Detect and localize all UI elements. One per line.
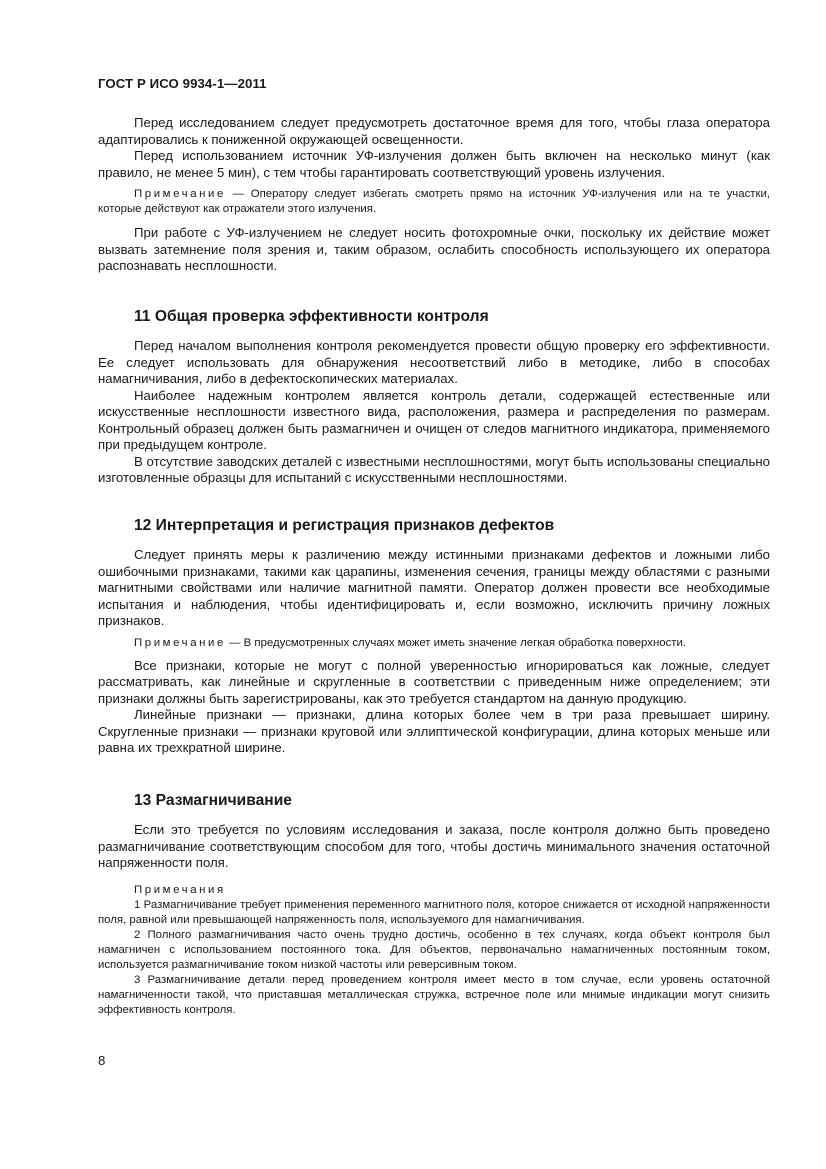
note-label: Примечание xyxy=(134,188,226,200)
note-item: 2 Полного размагничивания часто очень трудно достичь, особенно в тех случаях, когда объект контроля был намагничен с использованием постоянного тока. Для объектов, первоначально намагниченных постоянным током, используется размагничивание током низкой частоты или реверсивным током. xyxy=(98,928,770,971)
note-item: 1 Размагничивание требует применения переменного магнитного поля, которое снижается от исходной напряженности поля, равной или превышающей напряженность поля, используемого для намагничивания. xyxy=(98,898,770,926)
section-title: 11 Общая проверка эффективности контроля xyxy=(134,308,489,325)
note-label: Примечание xyxy=(134,636,226,649)
notes-title: Примечания xyxy=(134,883,226,896)
note-text: — Оператору следует избегать смотреть прямо на источник УФ-излучения или на те участки, которые действуют как отражатели этого излучения. xyxy=(98,188,770,215)
intro-block xyxy=(98,115,770,275)
document-header: ГОСТ Р ИСО 9934-1—2011 xyxy=(98,76,267,91)
note xyxy=(98,636,770,651)
section-title: 13 Размагничивание xyxy=(134,792,292,809)
note xyxy=(98,187,770,217)
section-12 xyxy=(98,516,770,757)
section-13 xyxy=(98,791,770,1018)
paragraph: Все признаки, которые не могут с полной уверенностью игнорироваться как ложные, следует рассматривать, как линейные и скругленные в соответствии с приведенным ниже определением; эти признаки должны быть зарегистрированы, как это требуется стандартом на данную продукцию. xyxy=(98,657,770,706)
paragraph: Перед исследованием следует предусмотреть достаточное время для того, чтобы глаза оператора адаптировались к пониженной окружающей освещенности. xyxy=(98,115,770,147)
section-title: 12 Интерпретация и регистрация признаков дефектов xyxy=(134,517,555,534)
paragraph: Линейные признаки — признаки, длина которых более чем в три раза превышает ширину. Скругленные признаки — признаки круговой или эллиптической конфигурации, длина которых меньше или равна их трехкратной ширине. xyxy=(98,707,770,755)
paragraph: Следует принять меры к различению между истинными признаками дефектов и ложными либо ошибочными признаками, такими как царапины, изменения сечения, границы между областями с разными магнитными свойствами или наличие магнитной памяти. Оператор должен провести все необходимые испытания и наблюдения, чтобы идентифицировать и, если возможно, исключить причину ложных признаков. xyxy=(98,547,770,628)
paragraph: Если это требуется по условиям исследования и заказа, после контроля должно быть проведено размагничивание соответствующим способом для того, чтобы достичь минимального значения остаточной напряженности поля. xyxy=(98,822,770,870)
paragraph: Перед началом выполнения контроля рекомендуется провести общую проверку его эффективности. Ее следует использовать для обнаружения несоответствий либо в методике, либо в способах намагничивания, либо в дефектоскопических материалах. xyxy=(98,338,770,386)
page-number: 8 xyxy=(98,1053,106,1068)
paragraph: Перед использованием источник УФ-излучения должен быть включен на несколько минут (как правило, не менее 5 мин), с тем чтобы гарантировать соответствующий уровень излучения. xyxy=(98,148,770,180)
paragraph: Наиболее надежным контролем является контроль детали, содержащей естественные или искусственные несплошности известного вида, расположения, размера и распределения по размерам. Контрольный образец должен быть размагничен и очищен от следов магнитного индикатора, применяемого при предыдущем контроле. xyxy=(98,387,770,452)
notes-list xyxy=(98,898,770,1018)
paragraph: При работе с УФ-излучением не следует носить фотохромные очки, поскольку их действие может вызвать затемнение поля зрения и, таким образом, ослабить способность использующего их оператора распознавать несплошности. xyxy=(98,225,770,273)
paragraph: В отсутствие заводских деталей с известными несплошностями, могут быть использованы специально изготовленные образцы для испытаний с искусственными несплошностями. xyxy=(98,453,770,485)
note-item: 3 Размагничивание детали перед проведением контроля имеет место в том случае, если уровень остаточной намагниченности такой, что приставшая металлическая стружка, встречное поле или мнимые индикации могут снизить эффективность контроля. xyxy=(98,973,770,1016)
section-11 xyxy=(98,307,770,487)
note-text: — В предусмотренных случаях может иметь значение легкая обработка поверхности. xyxy=(225,636,687,649)
